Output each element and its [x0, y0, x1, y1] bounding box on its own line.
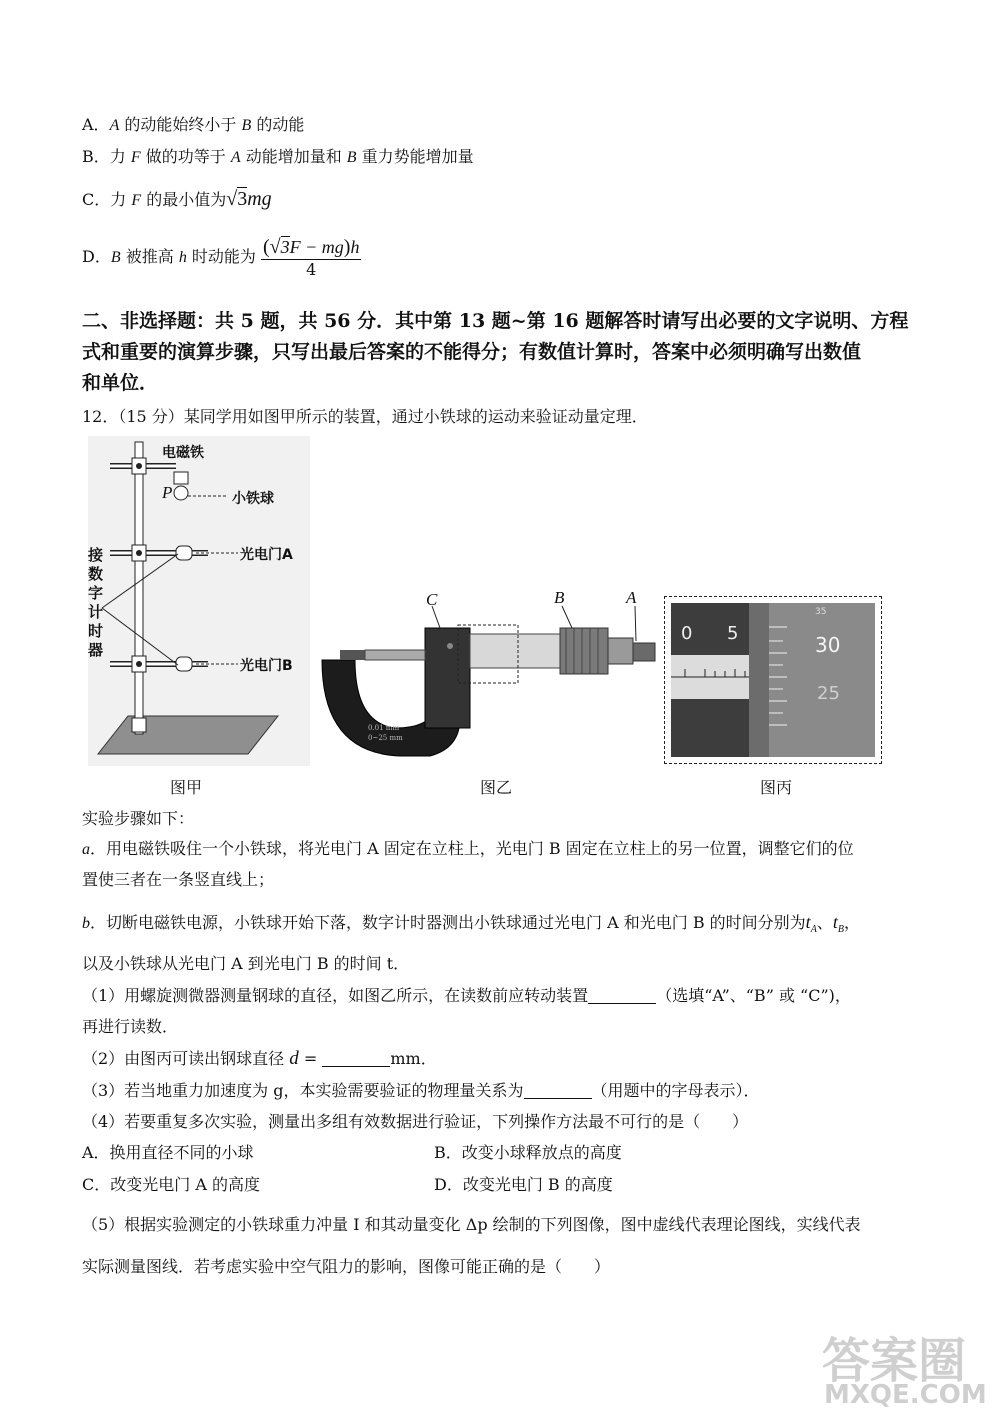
label-b: B — [554, 588, 565, 607]
label-small-iron-ball: 小铁球 — [232, 491, 274, 507]
kinetic-energy-fraction: $\frac{(√3F - mg)h}{4}$ — [263, 236, 360, 279]
figure-jia — [88, 436, 310, 766]
watermark-site: MXQE.COM — [824, 1380, 987, 1410]
option-d: D．B 被推高 h 时动能为 $\frac{(√3F - mg)h}{4}$ — [82, 236, 360, 279]
option-4a: A．换用直径不同的小球 — [82, 1143, 254, 1162]
subquestion-3: （3）若当地重力加速度为 g，本实验需要验证的物理量关系为 （用题中的字母表示）． — [82, 1081, 760, 1100]
scale-tick-0: 0 — [681, 623, 693, 644]
option-4b: B．改变小球释放点的高度 — [434, 1143, 622, 1162]
subquestion-4: （4）若要重复多次实验，测量出多组有效数据进行验证，下列操作方法最不可行的是（ ） — [82, 1112, 749, 1131]
subquestion-5-line1: （5）根据实验测定的小铁球重力冲量 I 和其动量变化 Δp 绘制的下列图像，图中虚线代表理论图线，实线代表 — [82, 1215, 861, 1234]
step-b-line2: 以及小铁球从光电门 A 到光电门 B 的时间 t． — [82, 954, 410, 973]
subquestion-2: （2）由图丙可读出钢球直径 d = mm． — [82, 1048, 437, 1069]
micrometer-scale-closeup — [665, 597, 881, 763]
scale-tick-25: 25 — [817, 683, 840, 704]
caption-jia: 图甲 — [170, 778, 203, 797]
micrometer-precision-text: 0.01 mm — [368, 724, 400, 732]
scale-tick-5: 5 — [727, 623, 739, 644]
section-heading-line3: 和单位． — [82, 372, 159, 394]
step-a-line1: a．用电磁铁吸住一个小铁球，将光电门 A 固定在立柱上，光电门 B 固定在立柱上的另一位置，调整它们的位 — [82, 839, 854, 858]
caption-bing: 图丙 — [760, 778, 793, 797]
section-heading-line2: 式和重要的演算步骤，只写出最后答案的不能得分；有数值计算时，答案中必须明确写出数值 — [82, 341, 862, 363]
label-a: A — [626, 588, 637, 607]
scale-tick-35: 35 — [815, 607, 827, 617]
label-photogate-a: 光电门A — [240, 547, 293, 563]
option-c: C．力 F 的最小值为√3mg — [82, 188, 272, 210]
watermark-logo: 答案圈 — [822, 1333, 967, 1389]
label-photogate-b: 光电门B — [240, 658, 293, 674]
subquestion-5-line2: 实际测量图线．若考虑实验中空气阻力的影响，图像可能正确的是（ ） — [82, 1257, 611, 1276]
step-a-line2: 置使三者在一条竖直线上； — [82, 870, 275, 889]
question-12-stem: 12．（15 分）某同学用如图甲所示的装置，通过小铁球的运动来验证动量定理． — [82, 407, 648, 426]
steps-title: 实验步骤如下： — [82, 809, 195, 828]
micrometer-range-text: 0~25 mm — [368, 734, 403, 742]
answer-blank-1[interactable] — [588, 985, 656, 1004]
answer-blank-3[interactable] — [524, 1080, 592, 1099]
figure-bing — [664, 596, 882, 764]
subquestion-1: （1）用螺旋测微器测量钢球的直径，如图乙所示，在读数前应转动装置 （选填“A”、“B” 或 “C”)， — [82, 986, 851, 1005]
section-heading-line1: 二、非选择题：共 5 题，共 56 分．其中第 13 题~第 16 题解答时请写出必要的文字说明、方程 — [82, 310, 909, 332]
caption-yi: 图乙 — [480, 778, 513, 797]
answer-blank-2[interactable] — [322, 1048, 390, 1067]
option-4c: C．改变光电门 A 的高度 — [82, 1175, 260, 1194]
subquestion-1-cont: 再进行读数． — [82, 1017, 179, 1036]
stand-apparatus-diagram — [88, 436, 310, 766]
micrometer-diagram — [310, 588, 665, 766]
label-connect-timer: 接 数 字 计 时 器 — [88, 546, 104, 659]
label-electromagnet: 电磁铁 — [162, 445, 204, 461]
option-b: B．力 F 做的功等于 A 动能增加量和 B 重力势能增加量 — [82, 147, 474, 166]
figure-yi — [310, 588, 665, 766]
option-4d: D．改变光电门 B 的高度 — [434, 1175, 613, 1194]
step-b-line1: b．切断电磁铁电源，小铁球开始下落，数字计时器测出小铁球通过光电门 A 和光电门 B 的时间分别为$t_A$、$t_B$， — [82, 912, 860, 936]
option-a: A．A 的动能始终小于 B 的动能 — [82, 115, 305, 134]
label-p: P — [162, 483, 173, 502]
scale-tick-30: 30 — [815, 633, 841, 657]
label-c: C — [426, 590, 438, 609]
